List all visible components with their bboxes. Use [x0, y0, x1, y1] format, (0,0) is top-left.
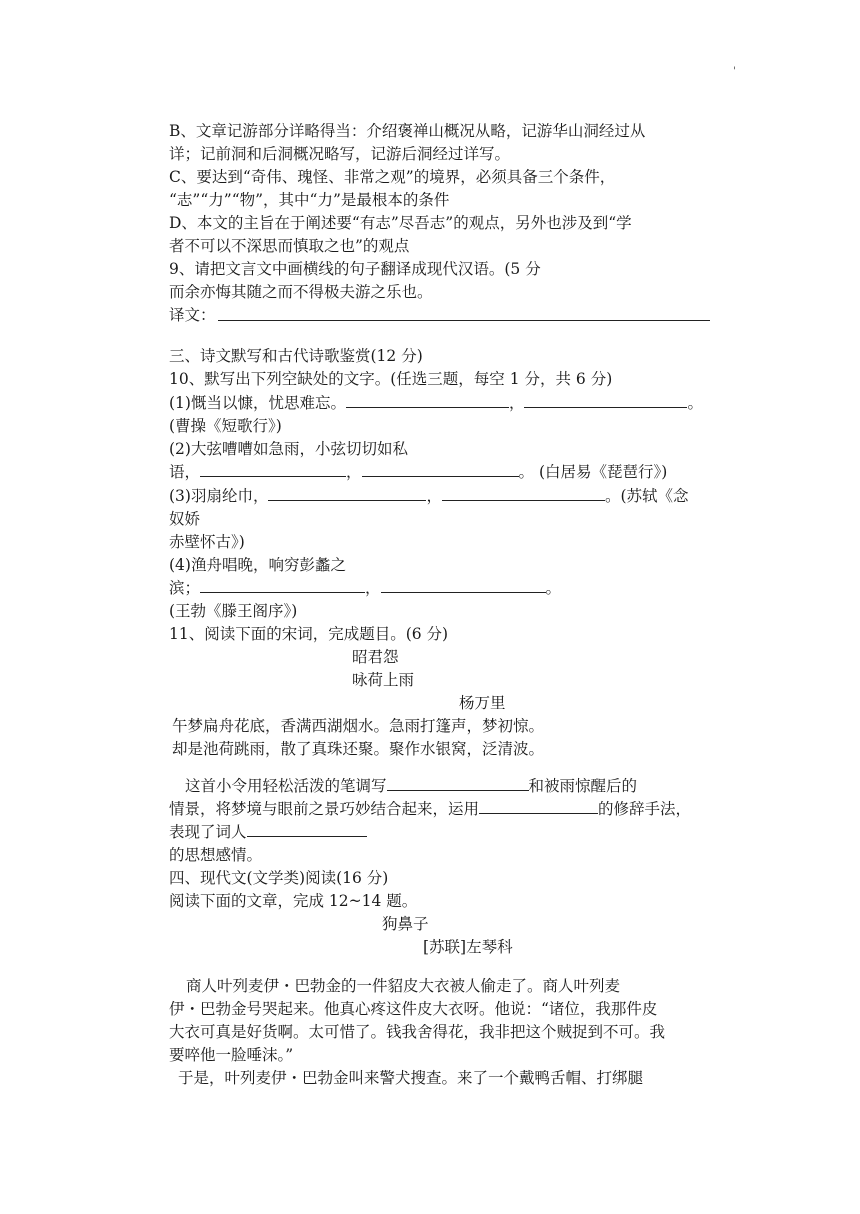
- analysis-line-4: 的思想感情。: [169, 846, 263, 864]
- recitation-2-blank-2[interactable]: [362, 461, 519, 477]
- poem-author: 杨万里: [459, 694, 506, 712]
- recitation-4-text-2: 滨；: [169, 579, 201, 597]
- option-d-line-1: D、本文的主旨在于阐述要“有志”尽吾志”的观点，另外也涉及到“学: [169, 214, 632, 232]
- analysis-line-2: [169, 798, 691, 820]
- section-4-heading: 四、现代文(文学类)阅读(16 分): [169, 869, 389, 887]
- story-paragraph-1-line-4: 要啐他一脸唾沫。”: [169, 1046, 294, 1064]
- poem-line-1: 午梦扁舟花底，香满西湖烟水。急雨打篷声，梦初惊。: [172, 717, 545, 735]
- recitation-4-blank-2[interactable]: [381, 577, 546, 593]
- recitation-1-source: (曹操《短歌行》): [169, 417, 282, 435]
- recitation-1-blank-1[interactable]: [346, 392, 509, 408]
- story-paragraph-1-line-1: 商人叶列麦伊・巴勃金的一件貂皮大衣被人偷走了。商人叶列麦: [186, 977, 621, 995]
- comma: ，: [365, 579, 381, 597]
- option-d-line-2: 者不可以不深思而慎取之也”的观点: [169, 237, 410, 255]
- analysis-text-1: 这首小令用轻松活泼的笔调写: [185, 777, 387, 795]
- comma: ，: [346, 463, 362, 481]
- recitation-4-source: (王勃《滕王阁序》): [169, 602, 298, 620]
- story-author: [苏联]左琴科: [423, 938, 513, 956]
- recitation-3-text: (3)羽扇纶巾，: [169, 487, 269, 505]
- recitation-3-source-2: 奴娇: [169, 510, 201, 528]
- poem-line-2: 却是池荷跳雨，散了真珠还聚。聚作水银窝，泛清波。: [172, 740, 545, 758]
- story-paragraph-2-line-1: 于是，叶列麦伊・巴勃金叫来警犬搜查。来了一个戴鸭舌帽、打绑腿: [178, 1069, 644, 1087]
- analysis-blank-2[interactable]: [479, 798, 598, 814]
- section-3-heading: 三、诗文默写和古代诗歌鉴赏(12 分): [169, 347, 423, 365]
- analysis-line-3: [169, 821, 367, 843]
- analysis-text-4: 的修辞手法，: [598, 800, 692, 818]
- question-10-prompt: 10、默写出下列空缺处的文字。(任选三题，每空 1 分，共 6 分): [169, 370, 613, 388]
- story-paragraph-1-line-2: 伊・巴勃金号哭起来。他真心疼这件皮大衣呀。他说：“诸位，我那件皮: [169, 1000, 658, 1018]
- poem-subtitle: 咏荷上雨: [352, 671, 415, 689]
- analysis-text-2: 和被雨惊醒后的: [528, 777, 638, 795]
- story-title: 狗鼻子: [382, 915, 429, 933]
- recitation-3-source-3: 赤壁怀古》): [169, 533, 245, 551]
- analysis-text-5: 表现了词人: [169, 823, 247, 841]
- recitation-2-line: [169, 461, 667, 483]
- option-c-line-2: “志”“力”“物”，其中“力”是最根本的条件: [169, 191, 450, 209]
- reading-instruction: 阅读下面的文章，完成 12~14 题。: [169, 892, 418, 910]
- analysis-line-1: [185, 775, 637, 797]
- comma: ，: [426, 487, 442, 505]
- page-corner-mark: ': [733, 66, 736, 77]
- recitation-4-line: [169, 577, 561, 599]
- period: 。: [545, 579, 562, 597]
- comma: ，: [508, 394, 525, 412]
- recitation-4-blank-1[interactable]: [200, 577, 365, 593]
- poem-title: 昭君怨: [352, 648, 399, 666]
- question-11-prompt: 11、阅读下面的宋词，完成题目。(6 分): [169, 625, 449, 643]
- recitation-3-source-1: 。(苏轼《念: [604, 487, 689, 505]
- recitation-2-text: (2)大弦嘈嘈如急雨，小弦切切如私: [169, 440, 408, 458]
- recitation-2-text-2: 语，: [169, 463, 201, 481]
- analysis-blank-3[interactable]: [247, 821, 367, 837]
- recitation-3-line: [169, 485, 689, 507]
- translation-answer-line[interactable]: [218, 320, 710, 321]
- recitation-2-source: 。 (白居易《琵琶行》): [518, 463, 668, 481]
- analysis-text-3: 情景，将梦境与眼前之景巧妙结合起来，运用: [169, 800, 480, 818]
- option-b-line-2: 详；记前洞和后洞概况略写，记游后洞经过详写。: [169, 145, 511, 163]
- analysis-blank-1[interactable]: [387, 775, 529, 791]
- recitation-1-blank-2[interactable]: [524, 392, 687, 408]
- recitation-1-text: (1)慨当以慷，忧思难忘。: [169, 394, 346, 412]
- option-c-line-1: C、要达到“奇伟、瑰怪、非常之观”的境界，必须具备三个条件，: [169, 168, 616, 186]
- recitation-3-blank-1[interactable]: [268, 485, 426, 501]
- period: 。: [687, 394, 703, 412]
- translation-label: 译文：: [169, 306, 216, 324]
- recitation-2-blank-1[interactable]: [200, 461, 346, 477]
- question-9-sentence: 而余亦悔其随之而不得极夫游之乐也。: [169, 283, 433, 301]
- story-paragraph-1-line-3: 大衣可真是好货啊。太可惜了。钱我舍得花，我非把这个贼捉到不可。我: [169, 1023, 666, 1041]
- question-9-prompt: 9、请把文言文中画横线的句子翻译成现代汉语。(5 分: [169, 260, 541, 278]
- option-b-line-1: B、文章记游部分详略得当：介绍褒禅山概况从略，记游华山洞经过从: [169, 122, 646, 140]
- recitation-1-line: [169, 392, 703, 414]
- recitation-3-blank-2[interactable]: [442, 485, 605, 501]
- recitation-4-text: (4)渔舟唱晚，响穷彭蠡之: [169, 556, 346, 574]
